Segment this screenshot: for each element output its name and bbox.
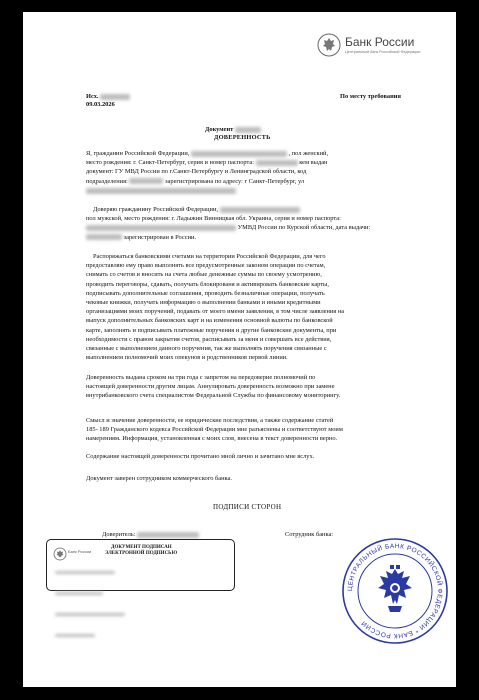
- bank-emblem-icon: [317, 33, 341, 57]
- term-paragraph: Доверенность выдана сроком на три года с запретом на передоверие полномочий по настоящей доверенности другим лицам. Аннулировать доверенность возможно при замене внутрибанковского счета специалистом Федеральной Службы по финансовому мониторингу.: [86, 374, 341, 400]
- seal-ring-text: ЦЕНТРАЛЬНЫЙ БАНК РОССИЙСКОЙ ФЕДЕРАЦИИ * БАНК РОССИИ: [346, 542, 444, 640]
- e-sign-line1: ДОКУМЕНТ ПОДПИСАН: [111, 545, 172, 550]
- principal-signature-line: [102, 530, 199, 539]
- doc-label: Документ: [205, 126, 234, 133]
- redacted-ref: [100, 94, 130, 100]
- principal-label: Доверитель:: [102, 531, 136, 538]
- bank-seal-stamp: [340, 536, 450, 646]
- destination: По месту требования: [340, 93, 401, 100]
- e-sign-bank-name: Банк России: [68, 549, 92, 554]
- trustee-paragraph: Доверяю гражданину Российской Федерации, пол мужской, место рождения: г. Ладыжин Винницкая обл. Украина, серия и номер паспорта: УМВД России по Курской области, дата выдачи: зарегистрирован в России.: [86, 206, 371, 241]
- powers-paragraph: Распоряжаться банковскими счетами на территории Российской Федерации, для чего предоставляю ему право выполнять все предусмотренные законом операции по счетам, снимать со счетов и вносить на счета любые денежные суммы по своему усмотрению, проводить переговоры, сдавать, получать блокированя и активировать банковские карты, подписывать дополнительные соглашения, проводить безналичные операции, получать чековые книжки, получать информацию о выполнении банками и иными кредитными организациями моих поручений, подавать от моего имени заявления, в том числе заявления на выпуск дополнительных банковских карт и на изменения основной валюты по банковской карте, заполнять и подписывать платежные поручения и другие банковские документы, при необходимости с правом закрытия счетов, расписывать за меня и совершать все действия, связанные с выполнением данного поручения, так же выполнять поручения связанные с выполнением полномочий моих опекунов и родственников первой линии.: [86, 253, 345, 362]
- e-sign-details: [55, 562, 125, 644]
- document-page: [23, 12, 456, 687]
- signatures-title: ПОДПИСИ СТОРОН: [213, 503, 282, 511]
- e-signature-box: [46, 539, 235, 591]
- redacted-principal-name: [137, 532, 199, 538]
- doc-date: 09.03.2026: [86, 101, 115, 108]
- e-sign-line2: ЭЛЕКТРОННОЙ ПОДПИСЬЮ: [105, 551, 178, 556]
- eagle-emblem-icon: [378, 565, 412, 612]
- bank-employee-label: Сотрудник банка:: [285, 531, 334, 538]
- read-aloud-statement: Содержание настоящей доверенности прочитано мной лично и зачитано мне вслух.: [86, 453, 315, 460]
- certified-statement: Документ заверен сотрудником коммерческого банка.: [86, 475, 232, 482]
- redacted-doc-number: [235, 127, 261, 133]
- bank-emblem-icon: [53, 547, 67, 561]
- doc-title: ДОВЕРЕННОСТЬ: [214, 134, 271, 141]
- bank-name: Банк России: [345, 35, 415, 49]
- bank-subtitle: Центральный банк Российской Федерации: [345, 50, 421, 54]
- principal-paragraph: Я, гражданин Российской Федерации, , пол женский, место рождения: г. Санкт-Петербург, серия и номер паспорта: кем выдан документ: ГУ МВД России по г.Санкт-Петербургу и Ленинградской области, код подразделения: зарегистрирована по адресу: г Санкт-Петербург, ул: [86, 149, 421, 196]
- legal-paragraph: Смысл и значение доверенности, ее юридические последствия, а также содержание статей 185- 189 Гражданского кодекса Российской Федерации мне разъяснены и соответствуют моим намерениям. Информация, установленная с моих слов, внесена в текст доверенности верно.: [86, 417, 343, 443]
- ref-label: Исх.: [86, 93, 99, 100]
